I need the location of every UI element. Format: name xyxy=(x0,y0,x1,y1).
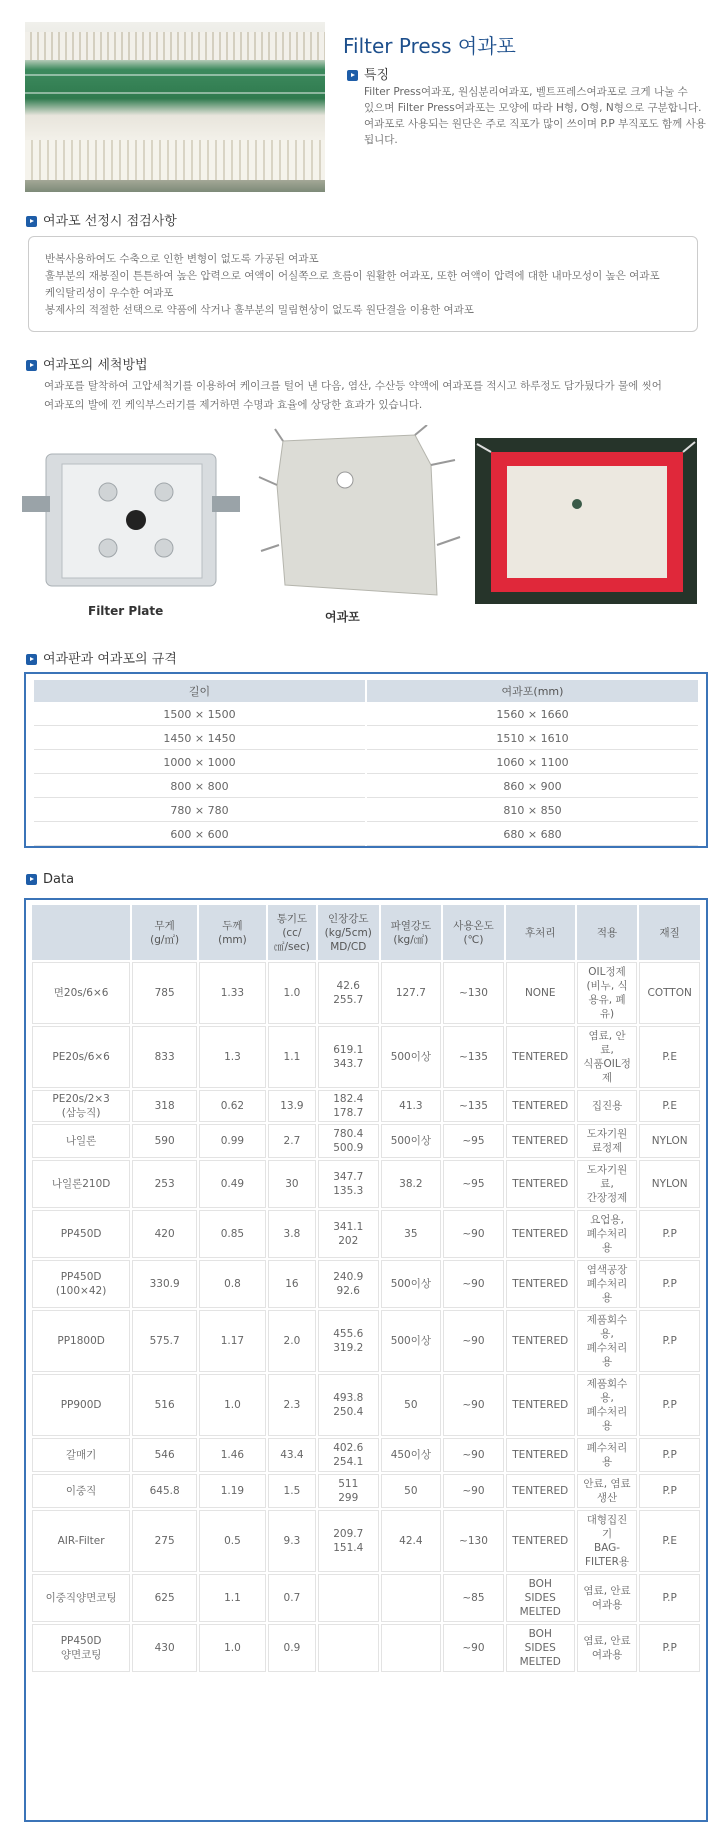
table-cell: PE20s/6×6 xyxy=(32,1026,130,1088)
table-cell: 546 xyxy=(132,1438,197,1472)
table-cell: 810 × 850 xyxy=(367,800,698,822)
table-row xyxy=(34,728,698,750)
washing-text: 여과포를 탈착하여 고압세척기를 이용하여 케이크를 털어 낸 다음, 염산, 수산등 약액에 여과포를 적시고 하루정도 담가뒀다가 물에 씻어 여과포의 발에 낀 케익부스러기를 제거하면 수명과 효율에 상당한 효과가 있습니다. xyxy=(44,380,662,411)
table-cell: 13.9 xyxy=(268,1090,316,1122)
table-cell: 318 xyxy=(132,1090,197,1122)
table-cell: 1060 × 1100 xyxy=(367,752,698,774)
table-cell: P.P xyxy=(639,1374,700,1436)
table-cell: 516 xyxy=(132,1374,197,1436)
table-cell: 이중직 xyxy=(32,1474,130,1508)
table-row xyxy=(32,962,700,1024)
column-header: 후처리 xyxy=(506,905,575,960)
table-cell: 833 xyxy=(132,1026,197,1088)
table-cell: 제품회수 용, 폐수처리 용 xyxy=(577,1374,638,1436)
table-cell: P.P xyxy=(639,1624,700,1672)
table-row xyxy=(32,1474,700,1508)
features-text: Filter Press여과포, 원심분리여과포, 벨트프레스여과포로 크게 나눌 수 있으며 Filter Press여과포는 모양에 따라 H형, O형, N형으로 구분합니다. 여과포로 사용되는 원단은 주로 직포가 많이 쓰이며 P.P 부직포도 함께 사용 됩니다. xyxy=(364,86,706,146)
table-cell: TENTERED xyxy=(506,1160,575,1208)
table-cell: 3.8 xyxy=(268,1210,316,1258)
table-cell: ~135 xyxy=(443,1026,504,1088)
selection-heading: 여과포 선정시 점검사항 xyxy=(26,210,177,229)
table-row xyxy=(34,752,698,774)
arrow-bullet-icon xyxy=(26,874,37,885)
column-header: 사용온도 (℃) xyxy=(443,905,504,960)
table-cell: 1.46 xyxy=(199,1438,266,1472)
table-cell: AIR-Filter xyxy=(32,1510,130,1572)
table-cell: TENTERED xyxy=(506,1124,575,1158)
table-cell: 집진용 xyxy=(577,1090,638,1122)
table-cell: 1.19 xyxy=(199,1474,266,1508)
table-cell: 43.4 xyxy=(268,1438,316,1472)
table-cell: 면20s/6×6 xyxy=(32,962,130,1024)
table-cell: ~130 xyxy=(443,1510,504,1572)
table-cell: 대형집진 기 BAG- FILTER용 xyxy=(577,1510,638,1572)
table-cell: 0.85 xyxy=(199,1210,266,1258)
data-table-container xyxy=(24,898,708,1822)
table-cell: P.P xyxy=(639,1310,700,1372)
filter-cloth-image xyxy=(255,425,465,605)
table-cell: PP450D (100×42) xyxy=(32,1260,130,1308)
table-cell: 2.3 xyxy=(268,1374,316,1436)
table-cell: 1.1 xyxy=(268,1026,316,1088)
table-cell: 1560 × 1660 xyxy=(367,704,698,726)
table-cell: 0.8 xyxy=(199,1260,266,1308)
arrow-bullet-icon xyxy=(26,654,37,665)
table-cell: PP450D 양면코팅 xyxy=(32,1624,130,1672)
table-cell: 511 299 xyxy=(318,1474,379,1508)
table-cell: 0.7 xyxy=(268,1574,316,1622)
features-heading: 특징 xyxy=(347,64,389,83)
table-cell: 염료, 안료 여과용 xyxy=(577,1624,638,1672)
table-cell: P.P xyxy=(639,1574,700,1622)
table-cell: 1.17 xyxy=(199,1310,266,1372)
table-cell: 나일론210D xyxy=(32,1160,130,1208)
table-cell: 1.5 xyxy=(268,1474,316,1508)
table-cell: 500이상 xyxy=(381,1124,442,1158)
table-cell: P.E xyxy=(639,1026,700,1088)
table-cell xyxy=(381,1574,442,1622)
table-cell: 455.6 319.2 xyxy=(318,1310,379,1372)
table-cell: 575.7 xyxy=(132,1310,197,1372)
table-cell: NYLON xyxy=(639,1124,700,1158)
table-cell: P.P xyxy=(639,1210,700,1258)
table-row xyxy=(34,800,698,822)
table-cell: ~90 xyxy=(443,1438,504,1472)
table-row xyxy=(32,1026,700,1088)
table-cell: 9.3 xyxy=(268,1510,316,1572)
table-cell: 16 xyxy=(268,1260,316,1308)
table-cell: 209.7 151.4 xyxy=(318,1510,379,1572)
table-cell: 이중직양면코팅 xyxy=(32,1574,130,1622)
table-cell: 1000 × 1000 xyxy=(34,752,365,774)
table-row xyxy=(32,1574,700,1622)
table-cell: 갈매기 xyxy=(32,1438,130,1472)
column-header: 통기도 (cc/ ㎠/sec) xyxy=(268,905,316,960)
table-cell: 50 xyxy=(381,1374,442,1436)
table-cell: ~90 xyxy=(443,1310,504,1372)
table-cell: COTTON xyxy=(639,962,700,1024)
column-header: 무게 (g/㎡) xyxy=(132,905,197,960)
table-cell: 폐수처리 용 xyxy=(577,1438,638,1472)
spec-heading: 여과판과 여과포의 규격 xyxy=(26,648,177,667)
table-row xyxy=(32,1510,700,1572)
table-cell: TENTERED xyxy=(506,1438,575,1472)
table-cell: 42.6 255.7 xyxy=(318,962,379,1024)
column-header: 재질 xyxy=(639,905,700,960)
table-cell: 402.6 254.1 xyxy=(318,1438,379,1472)
table-cell: 600 × 600 xyxy=(34,824,365,846)
table-cell: 1500 × 1500 xyxy=(34,704,365,726)
table-cell: NONE xyxy=(506,962,575,1024)
table-cell: 341.1 202 xyxy=(318,1210,379,1258)
table-cell: 1.0 xyxy=(199,1374,266,1436)
table-row xyxy=(32,1090,700,1122)
table-cell: 1.33 xyxy=(199,962,266,1024)
table-cell: 645.8 xyxy=(132,1474,197,1508)
table-cell: 2.0 xyxy=(268,1310,316,1372)
table-cell: TENTERED xyxy=(506,1374,575,1436)
table-cell: TENTERED xyxy=(506,1310,575,1372)
arrow-bullet-icon xyxy=(26,216,37,227)
table-cell: 50 xyxy=(381,1474,442,1508)
table-cell: 1.0 xyxy=(199,1624,266,1672)
table-cell: OIL정제 (비누, 식 용유, 폐 유) xyxy=(577,962,638,1024)
table-row xyxy=(32,1124,700,1158)
table-cell xyxy=(318,1574,379,1622)
table-cell: 330.9 xyxy=(132,1260,197,1308)
table-cell: 785 xyxy=(132,962,197,1024)
table-row xyxy=(32,1260,700,1308)
spec-table-container xyxy=(24,672,708,848)
table-cell: TENTERED xyxy=(506,1260,575,1308)
table-cell: 253 xyxy=(132,1160,197,1208)
table-cell: 0.49 xyxy=(199,1160,266,1208)
table-cell: ~90 xyxy=(443,1474,504,1508)
table-cell: ~130 xyxy=(443,962,504,1024)
table-cell: 420 xyxy=(132,1210,197,1258)
table-cell: 1450 × 1450 xyxy=(34,728,365,750)
table-cell: P.P xyxy=(639,1438,700,1472)
table-cell: 1.0 xyxy=(268,962,316,1024)
table-cell: 680 × 680 xyxy=(367,824,698,846)
table-cell: 493.8 250.4 xyxy=(318,1374,379,1436)
column-header xyxy=(32,905,130,960)
table-cell: 도자기원 료정제 xyxy=(577,1124,638,1158)
red-border-cloth-photo xyxy=(475,438,697,604)
table-cell: 500이상 xyxy=(381,1310,442,1372)
table-cell: 제품회수 용, 폐수처리 용 xyxy=(577,1310,638,1372)
table-cell: 2.7 xyxy=(268,1124,316,1158)
table-cell: 35 xyxy=(381,1210,442,1258)
data-table xyxy=(30,903,702,1674)
data-heading: Data xyxy=(26,872,74,887)
table-cell: 42.4 xyxy=(381,1510,442,1572)
table-cell: 347.7 135.3 xyxy=(318,1160,379,1208)
table-cell: ~95 xyxy=(443,1124,504,1158)
table-cell: 240.9 92.6 xyxy=(318,1260,379,1308)
table-cell: 590 xyxy=(132,1124,197,1158)
washing-heading: 여과포의 세척방법 xyxy=(26,354,148,373)
column-header: 여과포(mm) xyxy=(367,680,698,702)
table-row xyxy=(32,1160,700,1208)
table-cell: 500이상 xyxy=(381,1026,442,1088)
table-cell: 나일론 xyxy=(32,1124,130,1158)
table-cell: 1.1 xyxy=(199,1574,266,1622)
table-cell: ~90 xyxy=(443,1624,504,1672)
table-cell: ~85 xyxy=(443,1574,504,1622)
table-row xyxy=(32,1438,700,1472)
table-cell: 275 xyxy=(132,1510,197,1572)
table-cell: 도자기원 료, 간장정제 xyxy=(577,1160,638,1208)
table-cell: ~90 xyxy=(443,1374,504,1436)
table-cell: TENTERED xyxy=(506,1026,575,1088)
table-cell: PP900D xyxy=(32,1374,130,1436)
table-cell: PE20s/2×3 (삼능직) xyxy=(32,1090,130,1122)
table-cell: 1510 × 1610 xyxy=(367,728,698,750)
column-header: 적용 xyxy=(577,905,638,960)
arrow-bullet-icon xyxy=(26,360,37,371)
table-row xyxy=(34,776,698,798)
table-cell: ~90 xyxy=(443,1210,504,1258)
table-cell: 30 xyxy=(268,1160,316,1208)
table-cell: 0.5 xyxy=(199,1510,266,1572)
table-cell: ~95 xyxy=(443,1160,504,1208)
table-cell: 182.4 178.7 xyxy=(318,1090,379,1122)
table-cell: NYLON xyxy=(639,1160,700,1208)
table-cell: 1.3 xyxy=(199,1026,266,1088)
table-row xyxy=(34,704,698,726)
table-cell: 0.9 xyxy=(268,1624,316,1672)
table-cell: 41.3 xyxy=(381,1090,442,1122)
table-row xyxy=(34,824,698,846)
table-row xyxy=(32,1374,700,1436)
table-cell: 500이상 xyxy=(381,1260,442,1308)
table-cell xyxy=(381,1624,442,1672)
table-cell: 625 xyxy=(132,1574,197,1622)
table-cell: 619.1 343.7 xyxy=(318,1026,379,1088)
table-cell: 0.99 xyxy=(199,1124,266,1158)
table-cell: 염료, 안료 여과용 xyxy=(577,1574,638,1622)
filter-cloth-label: 여과포 xyxy=(325,610,360,624)
table-cell: P.E xyxy=(639,1510,700,1572)
table-cell: 염색공장 폐수처리 용 xyxy=(577,1260,638,1308)
table-cell: TENTERED xyxy=(506,1090,575,1122)
table-cell: 127.7 xyxy=(381,962,442,1024)
table-cell: 780.4 500.9 xyxy=(318,1124,379,1158)
column-header: 인장강도 (kg/5cm) MD/CD xyxy=(318,905,379,960)
table-row xyxy=(32,1210,700,1258)
table-cell: 450이상 xyxy=(381,1438,442,1472)
table-cell: 안료, 염료 생산 xyxy=(577,1474,638,1508)
table-cell: 800 × 800 xyxy=(34,776,365,798)
filter-press-photo xyxy=(25,22,325,192)
table-cell: PP450D xyxy=(32,1210,130,1258)
table-cell: BOH SIDES MELTED xyxy=(506,1624,575,1672)
table-cell: ~135 xyxy=(443,1090,504,1122)
column-header: 두께 (mm) xyxy=(199,905,266,960)
filter-plate-image xyxy=(22,450,240,590)
table-row xyxy=(32,1310,700,1372)
table-cell: TENTERED xyxy=(506,1510,575,1572)
table-cell: TENTERED xyxy=(506,1474,575,1508)
table-cell: 0.62 xyxy=(199,1090,266,1122)
table-cell: P.P xyxy=(639,1474,700,1508)
table-cell: TENTERED xyxy=(506,1210,575,1258)
page-title: Filter Press 여과포 xyxy=(343,34,516,58)
table-cell: P.E xyxy=(639,1090,700,1122)
table-cell: 780 × 780 xyxy=(34,800,365,822)
table-cell: 430 xyxy=(132,1624,197,1672)
table-cell xyxy=(318,1624,379,1672)
table-cell: BOH SIDES MELTED xyxy=(506,1574,575,1622)
table-cell: 염료, 안 료, 식품OIL정 제 xyxy=(577,1026,638,1088)
table-cell: 860 × 900 xyxy=(367,776,698,798)
table-row xyxy=(32,1624,700,1672)
table-cell: PP1800D xyxy=(32,1310,130,1372)
table-cell: 요업용, 폐수처리 용 xyxy=(577,1210,638,1258)
column-header: 파열강도 (kg/㎠) xyxy=(381,905,442,960)
spec-table xyxy=(32,678,700,848)
column-header: 길이 xyxy=(34,680,365,702)
table-cell: ~90 xyxy=(443,1260,504,1308)
table-cell: P.P xyxy=(639,1260,700,1308)
selection-box: 반복사용하여도 수축으로 인한 변형이 없도록 가공된 여과포 훌부분의 재봉질이 튼튼하여 높은 압력으로 여액이 어실쪽으로 흐름이 원활한 여과포, 또한 여액이 압력에 대한 내마모성이 높은 여과포 케익탈리성이 우수한 여과포 봉제사의 적절한 선택으로 약품에 삭거나 훌부분의 밀림현상이 없도록 원단결을 이용한 여과포 xyxy=(28,236,698,332)
arrow-bullet-icon xyxy=(347,70,358,81)
table-cell: 38.2 xyxy=(381,1160,442,1208)
filter-plate-label: Filter Plate xyxy=(88,604,164,618)
